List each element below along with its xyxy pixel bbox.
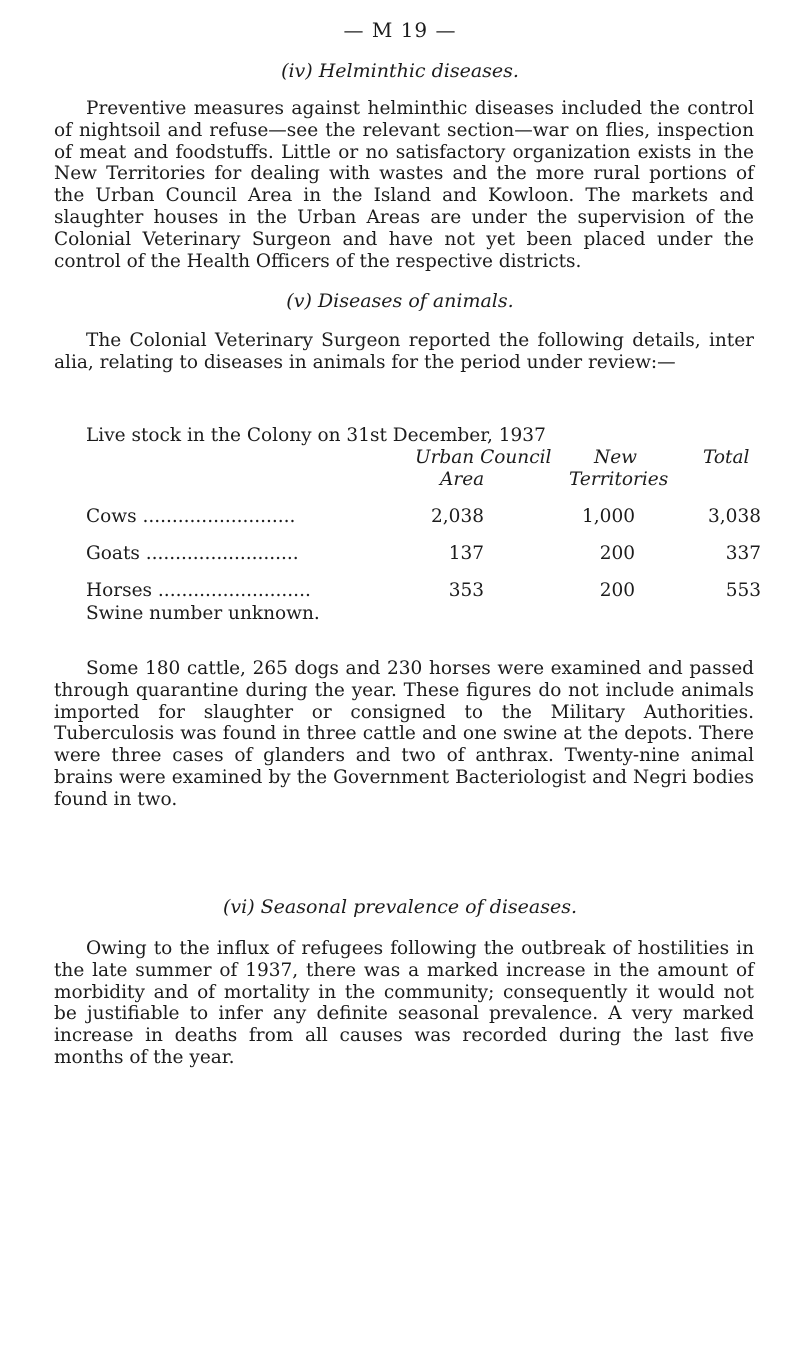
column-header-total: Total bbox=[703, 447, 750, 468]
row-label: Cows .......................... bbox=[86, 506, 296, 527]
table-caption: Live stock in the Colony on 31st December, 1937 bbox=[86, 425, 546, 446]
page-number: — M 19 — bbox=[343, 18, 457, 42]
seasonal-paragraph: Owing to the influx of refugees following the outbreak of hostilities in the late summer of 1937, there was a marked increase in the amount of morbidity and of mortality in the community; consequently it would not be justifiable to infer any definite seasonal prevalence. A very marked increase in deaths from all causes was recorded during the last five months of the year. bbox=[54, 938, 754, 1068]
table-note: Swine number unknown. bbox=[86, 603, 320, 624]
cell-total: 3,038 bbox=[708, 506, 761, 527]
cell-nt: 200 bbox=[599, 580, 635, 601]
cell-total: 553 bbox=[725, 580, 761, 601]
examination-paragraph: Some 180 cattle, 265 dogs and 230 horses were examined and passed through quarantine during the year. These figures do not include animals imported for slaughter or consigned to the Military Authorities. Tuberculosis was found in three cattle and one swine at the depots. There were three cases of glanders and two of anthrax. Twenty-nine animal brains were examined by the Government Bacteriologist and Negri bodies found in two. bbox=[54, 658, 754, 810]
section-heading-animals: (v) Diseases of animals. bbox=[286, 290, 514, 312]
cell-urban: 353 bbox=[448, 580, 484, 601]
row-label: Horses .......................... bbox=[86, 580, 311, 601]
column-header-nt: New bbox=[594, 447, 637, 468]
row-label: Goats .......................... bbox=[86, 543, 299, 564]
column-header-urban-area: Area bbox=[440, 469, 485, 490]
column-header-nt-territories: Territories bbox=[569, 469, 669, 490]
animals-paragraph: The Colonial Veterinary Surgeon reported the following details, inter alia, relating to diseases in animals for the period under review:— bbox=[54, 330, 754, 373]
cell-nt: 1,000 bbox=[582, 506, 635, 527]
section-heading-seasonal: (vi) Seasonal prevalence of diseases. bbox=[222, 896, 578, 918]
column-header-urban: Urban Council bbox=[415, 447, 552, 468]
cell-total: 337 bbox=[725, 543, 761, 564]
section-heading-helminthic: (iv) Helminthic diseases. bbox=[281, 60, 519, 82]
cell-urban: 2,038 bbox=[431, 506, 484, 527]
cell-nt: 200 bbox=[599, 543, 635, 564]
helminthic-paragraph: Preventive measures against helminthic diseases included the control of nightsoil and refuse—see the relevant section—war on flies, inspection of meat and foodstuffs. Little or no satisfactory organization exists in the New Territories for dealing with wastes and the more rural portions of the Urban Council Area in the Island and Kowloon. The markets and slaughter houses in the Urban Areas are under the supervision of the Colonial Veterinary Surgeon and have not yet been placed under the control of the Health Officers of the respective districts. bbox=[54, 98, 754, 272]
cell-urban: 137 bbox=[448, 543, 484, 564]
